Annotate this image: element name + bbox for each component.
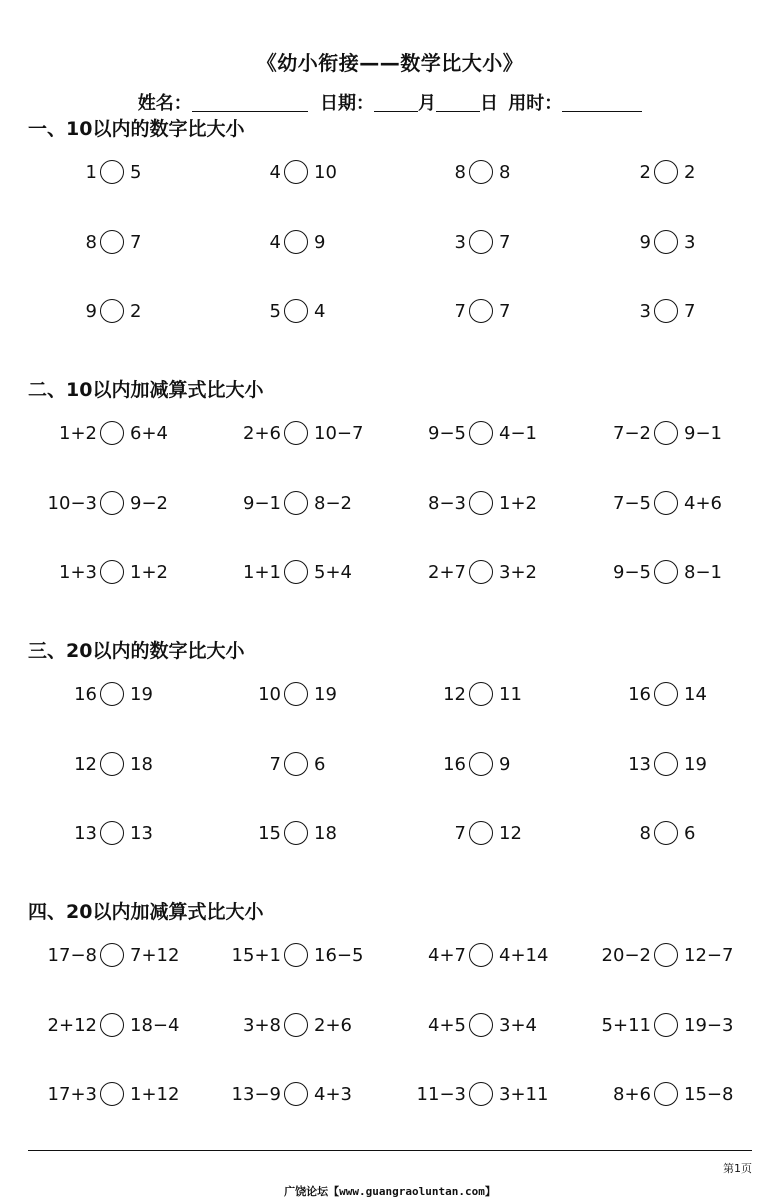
- answer-circle[interactable]: [100, 491, 124, 515]
- right-expression: 7: [684, 301, 696, 323]
- left-expression: 10: [258, 684, 281, 705]
- right-expression: 14: [684, 684, 707, 705]
- time-blank[interactable]: [562, 93, 642, 112]
- left-expression: 1: [85, 162, 97, 183]
- student-info-line: [0, 89, 780, 115]
- answer-circle[interactable]: [284, 230, 308, 254]
- right-expression: 16−5: [314, 945, 364, 966]
- answer-circle[interactable]: [284, 491, 308, 515]
- problem-row: [0, 1078, 780, 1112]
- problem-row: [0, 295, 780, 329]
- answer-circle[interactable]: [469, 421, 493, 445]
- right-expression: 1+12: [130, 1084, 180, 1106]
- answer-circle[interactable]: [284, 682, 308, 706]
- right-expression: 7: [499, 301, 511, 323]
- problem-row: [0, 156, 780, 190]
- answer-circle[interactable]: [284, 821, 308, 845]
- answer-circle[interactable]: [284, 1082, 308, 1106]
- left-expression: 3: [639, 301, 651, 323]
- problem-row: [0, 487, 780, 521]
- answer-circle[interactable]: [469, 560, 493, 584]
- answer-circle[interactable]: [654, 230, 678, 254]
- left-expression: 7: [454, 823, 466, 845]
- section-title: 三、20以内的数字比大小: [28, 640, 245, 662]
- answer-circle[interactable]: [469, 230, 493, 254]
- left-expression: 8+6: [613, 1084, 651, 1106]
- left-expression: 9: [85, 301, 97, 323]
- answer-circle[interactable]: [654, 752, 678, 776]
- left-expression: 9−5: [428, 423, 466, 444]
- answer-circle[interactable]: [469, 1082, 493, 1106]
- right-expression: 2+6: [314, 1014, 352, 1036]
- right-expression: 19−3: [684, 1014, 734, 1036]
- left-expression: 12: [443, 684, 466, 705]
- right-expression: 13: [130, 823, 153, 845]
- right-expression: 7: [499, 231, 511, 253]
- left-expression: 7: [269, 753, 281, 775]
- right-expression: 19: [314, 684, 337, 705]
- right-expression: 18−4: [130, 1014, 180, 1036]
- left-expression: 8: [85, 231, 97, 253]
- answer-circle[interactable]: [654, 821, 678, 845]
- right-expression: 15−8: [684, 1084, 734, 1106]
- answer-circle[interactable]: [100, 1013, 124, 1037]
- right-expression: 19: [130, 684, 153, 705]
- left-expression: 4+5: [428, 1014, 466, 1036]
- left-expression: 15: [258, 823, 281, 845]
- right-expression: 9: [499, 753, 511, 775]
- answer-circle[interactable]: [284, 421, 308, 445]
- right-expression: 11: [499, 684, 522, 705]
- answer-circle[interactable]: [284, 160, 308, 184]
- right-expression: 2: [684, 162, 696, 183]
- left-expression: 3: [454, 231, 466, 253]
- right-expression: 8: [499, 162, 511, 183]
- left-expression: 8−3: [428, 492, 466, 514]
- right-expression: 9−2: [130, 492, 168, 514]
- page-number: 第1页: [723, 1162, 752, 1175]
- site-footer: 广饶论坛【www.guangraoluntan.com】: [284, 1185, 496, 1198]
- right-expression: 5: [130, 162, 142, 183]
- left-expression: 7−5: [613, 492, 651, 514]
- answer-circle[interactable]: [100, 752, 124, 776]
- right-expression: 18: [130, 753, 153, 775]
- date-label: 日期：: [320, 93, 374, 114]
- answer-circle[interactable]: [100, 1082, 124, 1106]
- left-expression: 2+6: [243, 423, 281, 444]
- problem-row: [0, 817, 780, 851]
- answer-circle[interactable]: [284, 299, 308, 323]
- answer-circle[interactable]: [284, 943, 308, 967]
- answer-circle[interactable]: [469, 491, 493, 515]
- answer-circle[interactable]: [100, 682, 124, 706]
- answer-circle[interactable]: [469, 821, 493, 845]
- right-expression: 1+2: [130, 562, 168, 584]
- right-expression: 2: [130, 301, 142, 323]
- right-expression: 4+3: [314, 1084, 352, 1106]
- right-expression: 19: [684, 753, 707, 775]
- problem-row: [0, 417, 780, 451]
- answer-circle[interactable]: [654, 299, 678, 323]
- answer-circle[interactable]: [654, 1013, 678, 1037]
- left-expression: 4+7: [428, 945, 466, 966]
- left-expression: 4: [269, 162, 281, 183]
- problem-row: [0, 1009, 780, 1043]
- left-expression: 16: [628, 684, 651, 705]
- answer-circle[interactable]: [654, 560, 678, 584]
- answer-circle[interactable]: [654, 421, 678, 445]
- left-expression: 9−1: [243, 492, 281, 514]
- left-expression: 12: [74, 753, 97, 775]
- right-expression: 3+2: [499, 562, 537, 584]
- left-expression: 1+1: [243, 562, 281, 584]
- left-expression: 8: [639, 823, 651, 845]
- day-label: 日: [480, 93, 498, 114]
- answer-circle[interactable]: [654, 160, 678, 184]
- left-expression: 20−2: [601, 945, 651, 966]
- left-expression: 1+3: [59, 562, 97, 584]
- date-month-blank[interactable]: [374, 93, 418, 112]
- left-expression: 2+7: [428, 562, 466, 584]
- section-title: 四、20以内加减算式比大小: [28, 901, 264, 923]
- left-expression: 16: [74, 684, 97, 705]
- right-expression: 6: [314, 753, 326, 775]
- worksheet-title: 《幼小衔接——数学比大小》: [256, 51, 524, 75]
- left-expression: 1+2: [59, 423, 97, 444]
- right-expression: 4−1: [499, 423, 537, 444]
- left-expression: 5+11: [601, 1014, 651, 1036]
- section-title: 二、10以内加减算式比大小: [28, 379, 264, 401]
- left-expression: 11−3: [416, 1084, 466, 1106]
- answer-circle[interactable]: [100, 421, 124, 445]
- answer-circle[interactable]: [100, 160, 124, 184]
- right-expression: 12−7: [684, 945, 734, 966]
- time-label: 用时：: [508, 93, 563, 114]
- left-expression: 9−5: [613, 562, 651, 584]
- name-blank[interactable]: [192, 93, 308, 112]
- right-expression: 6+4: [130, 423, 168, 444]
- answer-circle[interactable]: [469, 752, 493, 776]
- left-expression: 7−2: [613, 423, 651, 444]
- left-expression: 8: [454, 162, 466, 183]
- section-title: 一、10以内的数字比大小: [28, 118, 245, 140]
- answer-circle[interactable]: [284, 752, 308, 776]
- left-expression: 7: [454, 301, 466, 323]
- problem-row: [0, 556, 780, 590]
- answer-circle[interactable]: [284, 560, 308, 584]
- right-expression: 8−2: [314, 492, 352, 514]
- answer-circle[interactable]: [469, 682, 493, 706]
- left-expression: 9: [639, 231, 651, 253]
- problem-row: [0, 678, 780, 712]
- problem-row: [0, 748, 780, 782]
- right-expression: 10: [314, 162, 337, 183]
- left-expression: 2+12: [47, 1014, 97, 1036]
- left-expression: 3+8: [243, 1014, 281, 1036]
- name-label: 姓名：: [137, 93, 192, 114]
- right-expression: 10−7: [314, 423, 364, 444]
- footer-divider: [28, 1150, 752, 1151]
- right-expression: 3: [684, 231, 696, 253]
- right-expression: 4+6: [684, 492, 722, 514]
- right-expression: 7+12: [130, 945, 180, 966]
- left-expression: 13−9: [231, 1084, 281, 1106]
- answer-circle[interactable]: [100, 299, 124, 323]
- right-expression: 12: [499, 823, 522, 845]
- right-expression: 1+2: [499, 492, 537, 514]
- answer-circle[interactable]: [284, 1013, 308, 1037]
- left-expression: 17−8: [47, 945, 97, 966]
- right-expression: 6: [684, 823, 696, 845]
- answer-circle[interactable]: [100, 560, 124, 584]
- answer-circle[interactable]: [654, 682, 678, 706]
- left-expression: 13: [628, 753, 651, 775]
- answer-circle[interactable]: [654, 491, 678, 515]
- answer-circle[interactable]: [654, 1082, 678, 1106]
- right-expression: 4: [314, 301, 326, 323]
- right-expression: 3+4: [499, 1014, 537, 1036]
- answer-circle[interactable]: [469, 943, 493, 967]
- answer-circle[interactable]: [654, 943, 678, 967]
- answer-circle[interactable]: [469, 299, 493, 323]
- right-expression: 9−1: [684, 423, 722, 444]
- right-expression: 9: [314, 231, 326, 253]
- problem-row: [0, 226, 780, 260]
- left-expression: 15+1: [231, 945, 281, 966]
- right-expression: 5+4: [314, 562, 352, 584]
- answer-circle[interactable]: [100, 943, 124, 967]
- answer-circle[interactable]: [469, 1013, 493, 1037]
- right-expression: 4+14: [499, 945, 549, 966]
- right-expression: 7: [130, 231, 142, 253]
- left-expression: 4: [269, 231, 281, 253]
- answer-circle[interactable]: [100, 230, 124, 254]
- answer-circle[interactable]: [100, 821, 124, 845]
- left-expression: 10−3: [47, 492, 97, 514]
- right-expression: 3+11: [499, 1084, 549, 1106]
- left-expression: 17+3: [47, 1084, 97, 1106]
- month-label: 月: [418, 93, 436, 114]
- right-expression: 18: [314, 823, 337, 845]
- right-expression: 8−1: [684, 562, 722, 584]
- left-expression: 16: [443, 753, 466, 775]
- left-expression: 2: [639, 162, 651, 183]
- left-expression: 5: [269, 301, 281, 323]
- answer-circle[interactable]: [469, 160, 493, 184]
- left-expression: 13: [74, 823, 97, 845]
- problem-row: [0, 939, 780, 973]
- date-day-blank[interactable]: [436, 93, 480, 112]
